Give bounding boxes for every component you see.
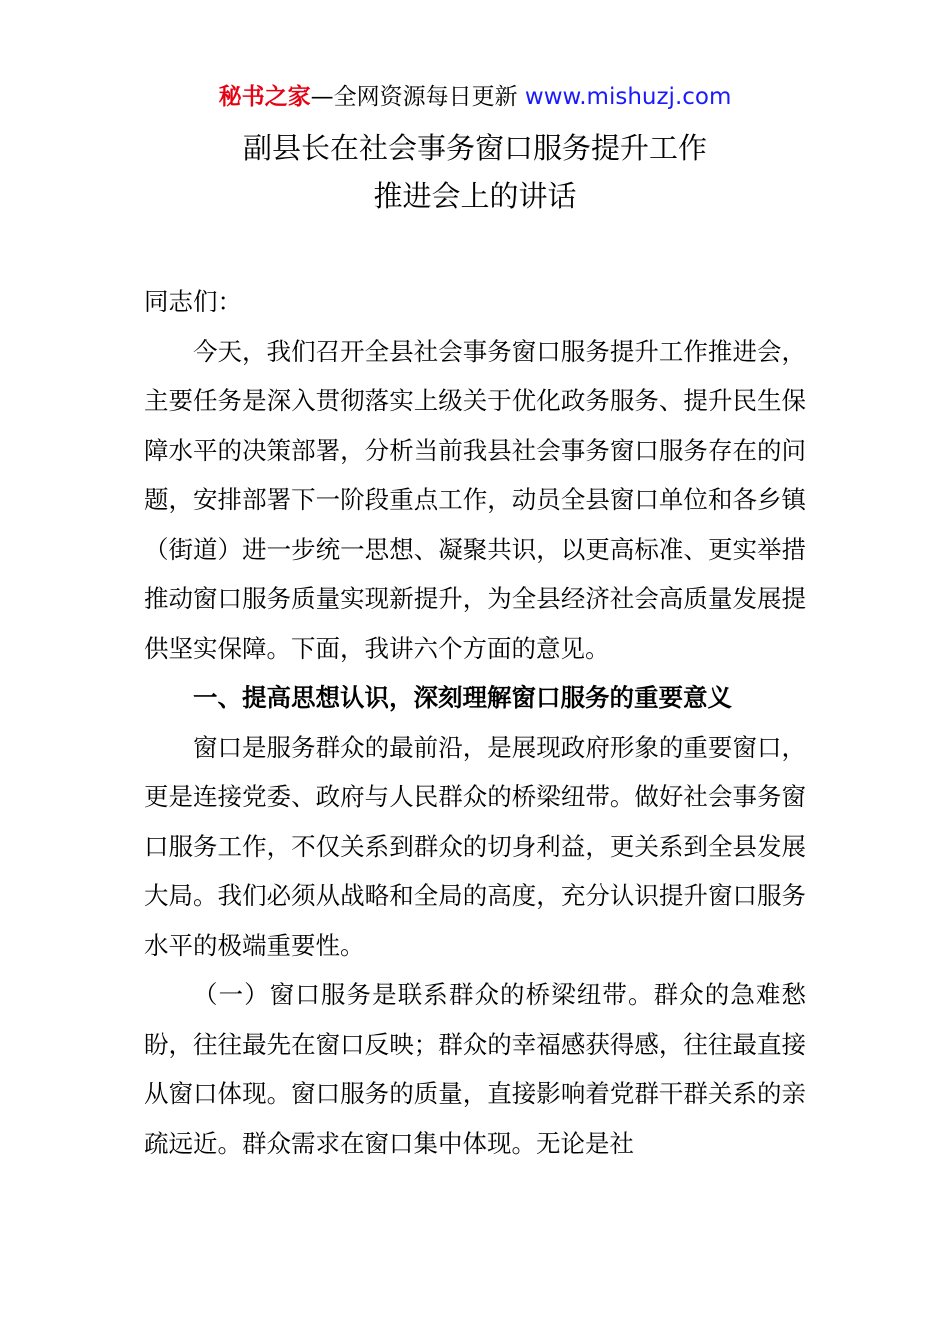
header-tagline: —全网资源每日更新 [310, 84, 518, 110]
site-header [0, 80, 950, 114]
document-title-line-2: 推进会上的讲话 [373, 179, 577, 213]
body-paragraph: （一）窗口服务是联系群众的桥梁纽带。群众的急难愁盼，往往最先在窗口反映；群众的幸福感获得感，往往最直接从窗口体现。窗口服务的质量，直接影响着党群干群关系的亲疏远近。群众需求在窗口集中体现。无论是社 [144, 980, 806, 1158]
site-url-link[interactable]: www.mishuzj.com [524, 84, 732, 110]
section-heading: 一、提高思想认识，深刻理解窗口服务的重要意义 [193, 683, 732, 712]
document-title-line-1: 副县长在社会事务窗口服务提升工作 [242, 131, 707, 165]
body-paragraph: 窗口是服务群众的最前沿，是展现政府形象的重要窗口，更是连接党委、政府与人民群众的桥梁纽带。做好社会事务窗口服务工作，不仅关系到群众的切身利益，更关系到全县发展大局。我们必须从战略和全局的高度，充分认识提升窗口服务水平的极端重要性。 [144, 732, 806, 960]
brand-name: 秘书之家 [218, 84, 311, 110]
document-body [144, 277, 806, 1168]
salutation: 同志们： [144, 287, 242, 316]
body-paragraph: 今天，我们召开全县社会事务窗口服务提升工作推进会，主要任务是深入贯彻落实上级关于优化政务服务、提升民生保障水平的决策部署，分析当前我县社会事务窗口服务存在的问题，安排部署下一阶段重点工作，动员全县窗口单位和各乡镇（街道）进一步统一思想、凝聚共识，以更高标准、更实举措推动窗口服务质量实现新提升，为全县经济社会高质量发展提供坚实保障。下面，我讲六个方面的意见。 [144, 336, 806, 663]
